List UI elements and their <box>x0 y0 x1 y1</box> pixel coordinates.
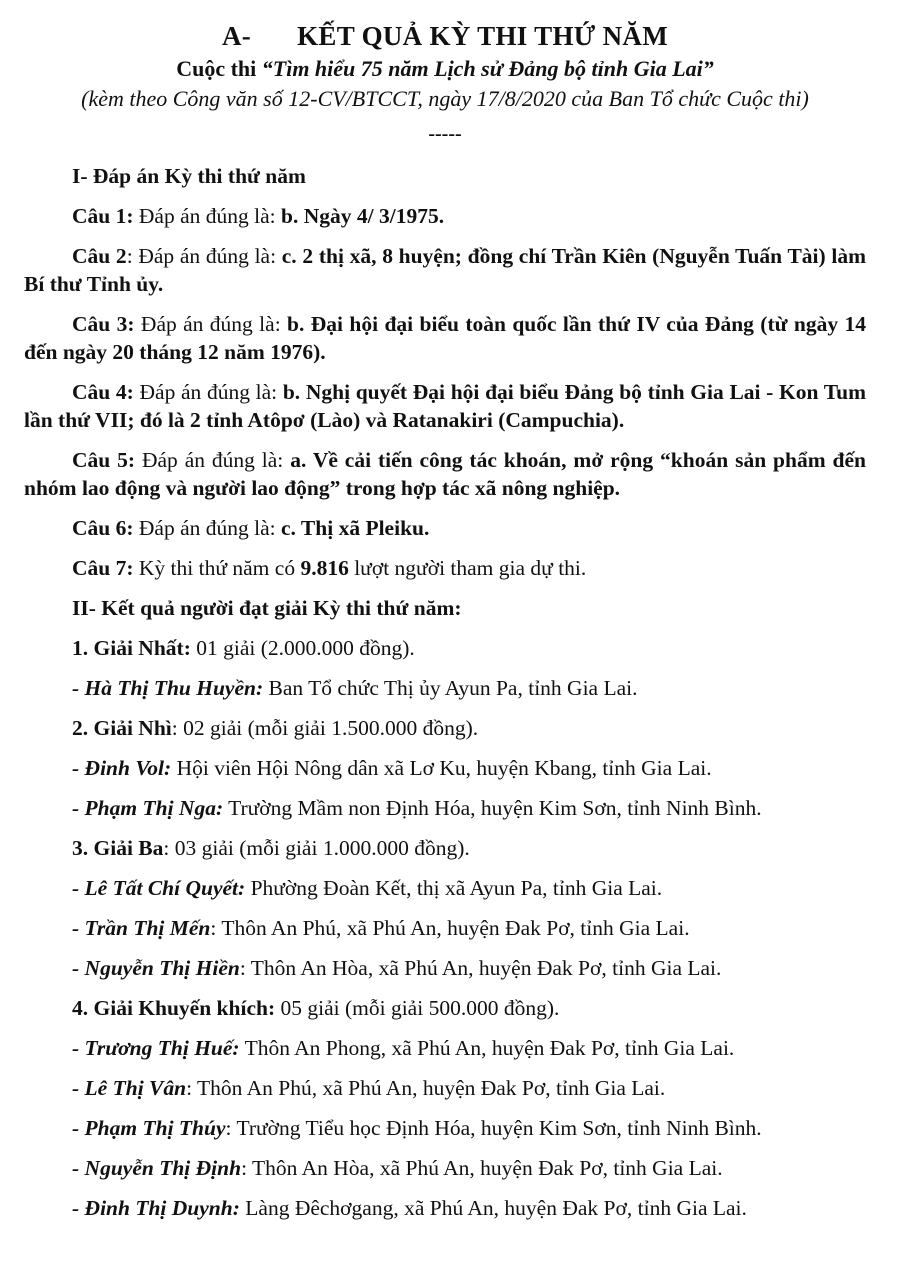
winner-row <box>24 1074 866 1102</box>
prize-title: 3. Giải Ba <box>72 836 164 860</box>
prize-detail: 05 giải (mỗi giải 500.000 đồng). <box>275 996 560 1020</box>
winner-name: Lê Tất Chí Quyết: <box>84 876 246 900</box>
separator: ----- <box>428 123 462 145</box>
q7-before: Kỳ thi thứ năm có <box>133 556 301 580</box>
winner-info: : Thôn An Hòa, xã Phú An, huyện Đak Pơ, tỉnh Gia Lai. <box>241 1156 723 1180</box>
winner-dash: - <box>72 1116 85 1140</box>
answer-lead: Đáp án đúng là: <box>134 312 288 336</box>
answer-6 <box>24 514 866 542</box>
winner-info: Hội viên Hội Nông dân xã Lơ Ku, huyện Kbang, tỉnh Gia Lai. <box>171 756 712 780</box>
answer-lead: Đáp án đúng là: <box>133 380 283 404</box>
prize-title: 2. Giải Nhì <box>72 716 172 740</box>
answer-label: Câu 1: <box>72 204 134 228</box>
winner-row <box>24 1194 866 1222</box>
answer-text: c. Thị xã Pleiku. <box>281 516 430 540</box>
answer-label: Câu 2 <box>72 244 127 268</box>
winner-row <box>24 1114 866 1142</box>
answer-7 <box>24 554 866 582</box>
winner-dash: - <box>72 1156 85 1180</box>
prize-2 <box>24 714 866 742</box>
winner-name: Hà Thị Thu Huyền: <box>84 676 264 700</box>
answer-label: Câu 6: <box>72 516 134 540</box>
prize-3 <box>24 834 866 862</box>
document-title <box>24 20 866 52</box>
section1-heading: I- Đáp án Kỳ thi thứ năm <box>72 164 306 188</box>
winner-info: : Thôn An Phú, xã Phú An, huyện Đak Pơ, tỉnh Gia Lai. <box>186 1076 666 1100</box>
prize-title: 1. Giải Nhất: <box>72 636 191 660</box>
winner-row <box>24 1034 866 1062</box>
winner-name: Trần Thị Mến <box>84 916 211 940</box>
winner-name: Đinh Vol: <box>84 756 172 780</box>
answer-text: b. Đại hội đại biểu toàn quốc lần thứ IV của Đảng (từ ngày 14 đến ngày 20 tháng 12 năm 1976). <box>24 312 866 364</box>
answer-label: Câu 7: <box>72 556 134 580</box>
winner-dash: - <box>72 1036 85 1060</box>
answer-3 <box>24 310 866 366</box>
winner-name: Phạm Thị Thúy <box>84 1116 226 1140</box>
answer-2 <box>24 242 866 298</box>
winner-dash: - <box>72 1076 85 1100</box>
prize-detail: : 02 giải (mỗi giải 1.500.000 đồng). <box>171 716 479 740</box>
answer-text: a. Về cải tiến công tác khoán, mở rộng “khoán sản phẩm đến nhóm lao động và người lao động” trong hợp tác xã nông nghiệp. <box>24 448 866 500</box>
answer-label: Câu 5: <box>72 448 136 472</box>
answer-text: c. 2 thị xã, 8 huyện; đồng chí Trần Kiên (Nguyễn Tuấn Tài) làm Bí thư Tỉnh ủy. <box>24 244 867 296</box>
contest-label: Cuộc thi <box>176 56 262 81</box>
answer-label: Câu 3: <box>72 312 135 336</box>
winner-row <box>24 794 866 822</box>
answer-lead: Đáp án đúng là: <box>133 204 282 228</box>
answer-text: b. Nghị quyết Đại hội đại biểu Đảng bộ tỉnh Gia Lai - Kon Tum lần thứ VII; đó là 2 tỉnh Atôpơ (Lào) và Ratanakiri (Campuchia). <box>24 380 866 432</box>
contest-line <box>24 54 866 84</box>
winner-info: : Trường Tiểu học Định Hóa, huyện Kim Sơn, tỉnh Ninh Bình. <box>225 1116 762 1140</box>
winner-info: Thôn An Phong, xã Phú An, huyện Đak Pơ, tỉnh Gia Lai. <box>239 1036 735 1060</box>
prize-title: 4. Giải Khuyến khích: <box>72 996 276 1020</box>
answer-lead: Đáp án đúng là: <box>133 516 282 540</box>
winner-name: Nguyễn Thị Định <box>84 1156 242 1180</box>
winner-info: : Thôn An Hòa, xã Phú An, huyện Đak Pơ, tỉnh Gia Lai. <box>239 956 722 980</box>
section2-heading: II- Kết quả người đạt giải Kỳ thi thứ năm: <box>72 596 462 620</box>
winner-row <box>24 674 866 702</box>
q7-after: lượt người tham gia dự thi. <box>348 556 587 580</box>
participant-count: 9.816 <box>300 556 349 580</box>
answer-5 <box>24 446 866 502</box>
winner-name: Nguyễn Thị Hiền <box>84 956 240 980</box>
winner-dash: - <box>72 876 85 900</box>
winner-row <box>24 914 866 942</box>
title-text: KẾT QUẢ KỲ THI THỨ NĂM <box>297 21 668 51</box>
answer-text: b. Ngày 4/ 3/1975. <box>281 204 445 228</box>
prize-detail: 01 giải (2.000.000 đồng). <box>190 636 415 660</box>
winner-info: : Thôn An Phú, xã Phú An, huyện Đak Pơ, tỉnh Gia Lai. <box>210 916 690 940</box>
winner-name: Đinh Thị Duynh: <box>84 1196 240 1220</box>
contest-name: “Tìm hiểu 75 năm Lịch sử Đảng bộ tỉnh Gia Lai” <box>261 56 714 81</box>
answer-lead: Đáp án đúng là: <box>135 448 291 472</box>
winner-info: Ban Tổ chức Thị ủy Ayun Pa, tỉnh Gia Lai. <box>263 676 638 700</box>
winner-dash: - <box>72 1196 85 1220</box>
winner-name: Phạm Thị Nga: <box>84 796 224 820</box>
answer-4 <box>24 378 866 434</box>
results-section <box>24 594 866 1222</box>
prize-4 <box>24 994 866 1022</box>
answer-lead: : Đáp án đúng là: <box>126 244 282 268</box>
reference-line: (kèm theo Công văn số 12-CV/BTCCT, ngày 17/8/2020 của Ban Tổ chức Cuộc thi) <box>81 86 809 111</box>
winner-dash: - <box>72 796 85 820</box>
winner-dash: - <box>72 916 85 940</box>
winner-row <box>24 874 866 902</box>
answers-section <box>24 162 866 582</box>
winner-dash: - <box>72 676 85 700</box>
answer-label: Câu 4: <box>72 380 134 404</box>
winner-info: Làng Đêchơgang, xã Phú An, huyện Đak Pơ, tỉnh Gia Lai. <box>239 1196 747 1220</box>
prize-detail: : 03 giải (mỗi giải 1.000.000 đồng). <box>163 836 470 860</box>
winner-row <box>24 754 866 782</box>
winner-dash: - <box>72 956 85 980</box>
winner-row <box>24 954 866 982</box>
winner-row <box>24 1154 866 1182</box>
prize-1 <box>24 634 866 662</box>
title-prefix: A- <box>222 21 252 51</box>
winner-dash: - <box>72 756 85 780</box>
winner-name: Lê Thị Vân <box>84 1076 187 1100</box>
winner-info: Trường Mầm non Định Hóa, huyện Kim Sơn, tỉnh Ninh Bình. <box>223 796 762 820</box>
winner-info: Phường Đoàn Kết, thị xã Ayun Pa, tỉnh Gia Lai. <box>245 876 663 900</box>
answer-1 <box>24 202 866 230</box>
winner-name: Trương Thị Huế: <box>84 1036 240 1060</box>
